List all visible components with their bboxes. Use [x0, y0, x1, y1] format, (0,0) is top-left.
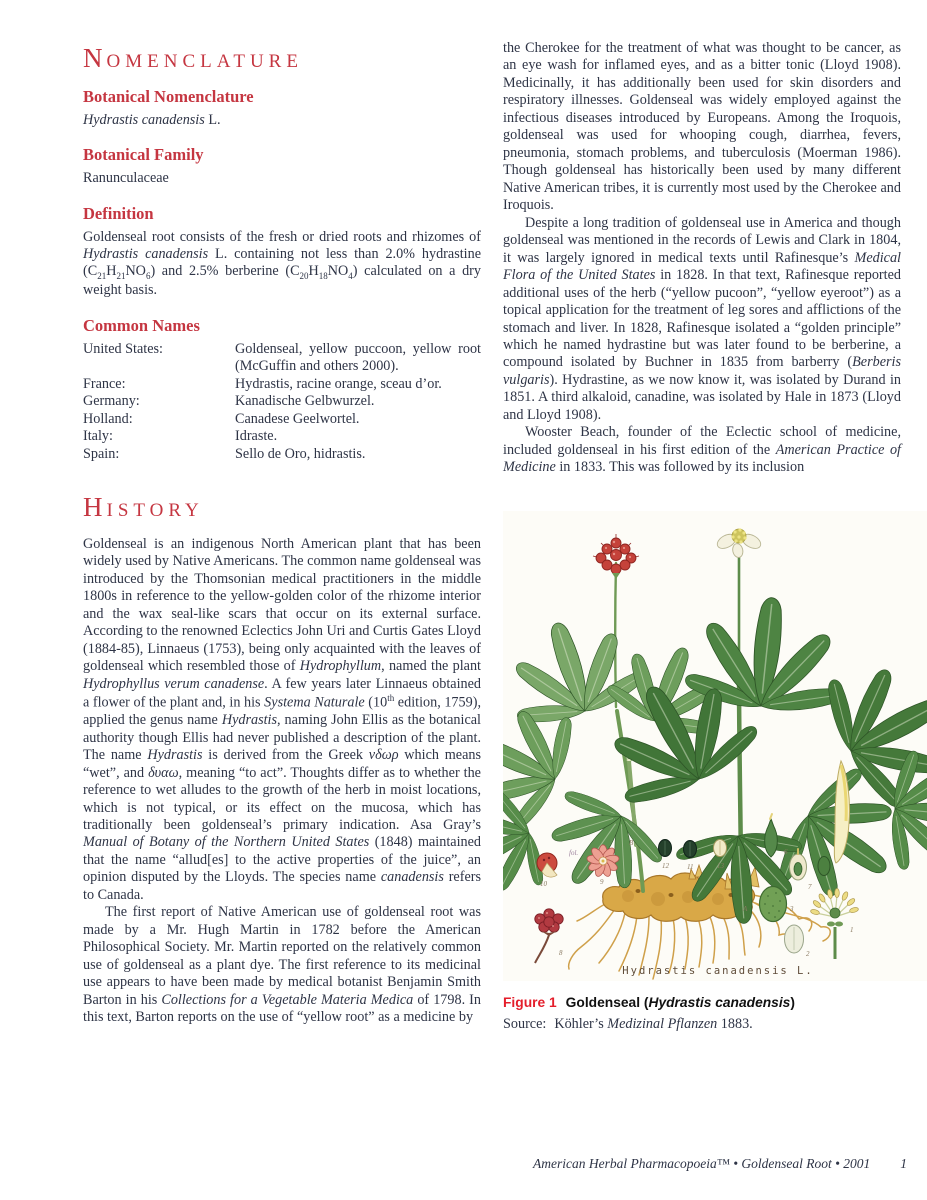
country-label: Germany:: [83, 393, 140, 410]
plate-label-1: 1: [850, 925, 854, 934]
common-names-heading: Common Names: [83, 315, 200, 335]
figure-title: Goldenseal (Hydrastis canadensis): [565, 994, 795, 1010]
definition-heading: Definition: [83, 203, 154, 223]
country-label: Spain:: [83, 445, 120, 462]
country-names: Canadese Geelwortel.: [235, 410, 360, 427]
country-names: Goldenseal, yellow puccoon, yellow root (McGuffin and others 2000).: [235, 340, 481, 375]
history-heading: HISTORY: [83, 492, 204, 523]
figure-source: [503, 1016, 901, 1033]
country-label: Holland:: [83, 410, 133, 427]
right-column: [503, 40, 901, 1033]
plate-label-8: 8: [559, 948, 563, 957]
footer-text: American Herbal Pharmacopoeia™ • Goldenseal Root • 2001: [532, 1156, 871, 1171]
country-names: Idraste.: [235, 428, 278, 445]
left-column: [83, 44, 481, 1027]
country-label: United States:: [83, 340, 163, 357]
plate-label-2: 2: [806, 949, 810, 958]
botanical-illustration: [503, 511, 927, 981]
figure-number: Figure 1: [503, 994, 557, 1010]
nomenclature-heading: NOMENCLATURE: [83, 43, 303, 73]
history-paragraph: The first report of Native American use of goldenseal root was made by a Mr. Hugh Martin in 1782 before the American Philosophical Society. Mr. Martin reported on the relatively common use of goldenseal as a plant dye. The first reference to its medicinal use appears to have been made by medical botanist Benjamin Smith Barton in his Collections for a Vegetable Materia Medica of 1798. In this text, Barton reports on the use of “yellow root” as a medicine by: [83, 904, 481, 1026]
botanical-family-body: Ranunculaceae: [83, 170, 169, 187]
country-names: Sello de Oro, hidrastis.: [235, 445, 366, 462]
plate-label-9: 9: [600, 877, 604, 886]
figure-1: [503, 511, 901, 1033]
figure-caption: [503, 995, 901, 1010]
page-footer: [533, 1156, 907, 1172]
history-paragraph: Goldenseal is an indigenous North American plant that has been widely used by Native Americans. The common name goldenseal was introduced by the Thomsonian medical practitioners in the middle 1800s in reference to the yellow-golden color of the rhizome interior and the wax seal-like scars that occur on its external surface. According to the renowned Eclectics John Uri and Curtis Gates Lloyd (1884-85), Linnaeus (1753), being only acquainted with the leaves of goldenseal which resembled those of Hydrophyllum, named the plant Hydrophyllus verum canadense. A few years later Linnaeus obtained a flower of the plant and, in his Systema Naturale (10th edition, 1759), applied the genus name Hydrastis, naming John Ellis as the botanical authority though Ellis had never published a description of the plant. The name Hydrastis is derived from the Greek νδωρ which means “wet”, and δυαω, meaning “to act”. Thoughts differ as to whether the reference to wet alludes to the growth of the herb in moist locations, which is not typical, or its effect on the mucosa, which has traditionally been goldenseal’s primary indication. Asa Gray’s Manual of Botany of the Northern United States (1848) maintained that the name “allud[es] to the active properties of the juice”, an opinion disputed by the Lloyds. The species name canadensis refers to Canada.: [83, 535, 482, 903]
plate-label-a: A: [743, 904, 748, 913]
source-text: Köhler’s Medizinal Pflanzen 1883.: [554, 1015, 753, 1032]
plate-label-13: 13: [717, 861, 724, 870]
source-label: Source:: [503, 1015, 547, 1032]
plate-label-b: B: [629, 838, 634, 847]
history-paragraph: Wooster Beach, founder of the Eclectic school of medicine, included goldenseal in his first edition of the American Practice of Medicine in 1833. This was followed by its inclusion: [503, 424, 901, 476]
botanical-nomenclature-body: Hydrastis canadensis L.: [83, 111, 221, 128]
botanical-family-heading: Botanical Family: [83, 145, 204, 165]
history-paragraph-continued: the Cherokee for the treatment of what was thought to be cancer, as an eye wash for inflamed eyes, and as a bitter tonic (Lloyd 1908). Medicinally, it has additionally been used for skin disorders and respiratory illnesses. Goldenseal was widely employed against the infectious diseases introduced by Europeans. Among the Iroquois, goldenseal was used for whooping cough, diarrhea, fevers, pneumonia, stomach problems, and tuberculosis (Moerman 1986). Though goldenseal has historically been used by many different Native American tribes, it is currently most used by the Cherokee and Iroquois.: [503, 40, 901, 214]
plate-label-7: 7: [808, 882, 812, 891]
plate-label-11: 11: [687, 862, 694, 871]
page-number: 1: [900, 1156, 907, 1171]
definition-body: Goldenseal root consists of the fresh or dried roots and rhizomes of Hydrastis canadensis L. containing not less than 2.0% hydrastine $(C_{21}H_{21}NO_6)$ and 2.5% berberine $(C_{20}H_{18}NO_4)$ calculated on a dry weight basis.: [83, 228, 482, 299]
country-names: Hydrastis, racine orange, sceau d’or.: [235, 375, 442, 392]
country-label: France:: [83, 375, 126, 392]
plate-annotation: fol.: [569, 848, 579, 857]
plate-label-3: 3: [790, 904, 794, 913]
plate-label-10: 10: [540, 879, 547, 888]
plate-caption: Hydrastis canadensis L.: [622, 964, 814, 977]
plate-label-6: 6: [784, 847, 788, 856]
botanical-nomenclature-heading: Botanical Nomenclature: [83, 86, 254, 106]
plate-label-12: 12: [662, 861, 669, 870]
country-names: Kanadische Gelbwurzel.: [235, 393, 375, 410]
common-names-table: [83, 341, 481, 463]
history-paragraph: Despite a long tradition of goldenseal use in America and though goldenseal was mentioned in the records of Lewis and Clark in 1804, it was largely ignored in medical texts until Rafinesque’s Medical Flora of the United States in 1828. In that text, Rafinesque reported additional uses of the herb (“yellow pucoon”, “yellow eyeroot”) as a topical application for the treatment of leg sores and afflictions of the stomach and liver. In 1828, Rafinesque isolated a “golden principle” which he named hydrastine but was later found to be berberine, a compound isolated by Buchner in 1835 from barberry (Berberis vulgaris). Hydrastine, as we now know it, was isolated by Durand in 1851. A third alkaloid, canadine, was isolated by Hale in 1873 (Lloyd and Lloyd 1908).: [503, 214, 901, 423]
country-label: Italy:: [83, 428, 113, 445]
